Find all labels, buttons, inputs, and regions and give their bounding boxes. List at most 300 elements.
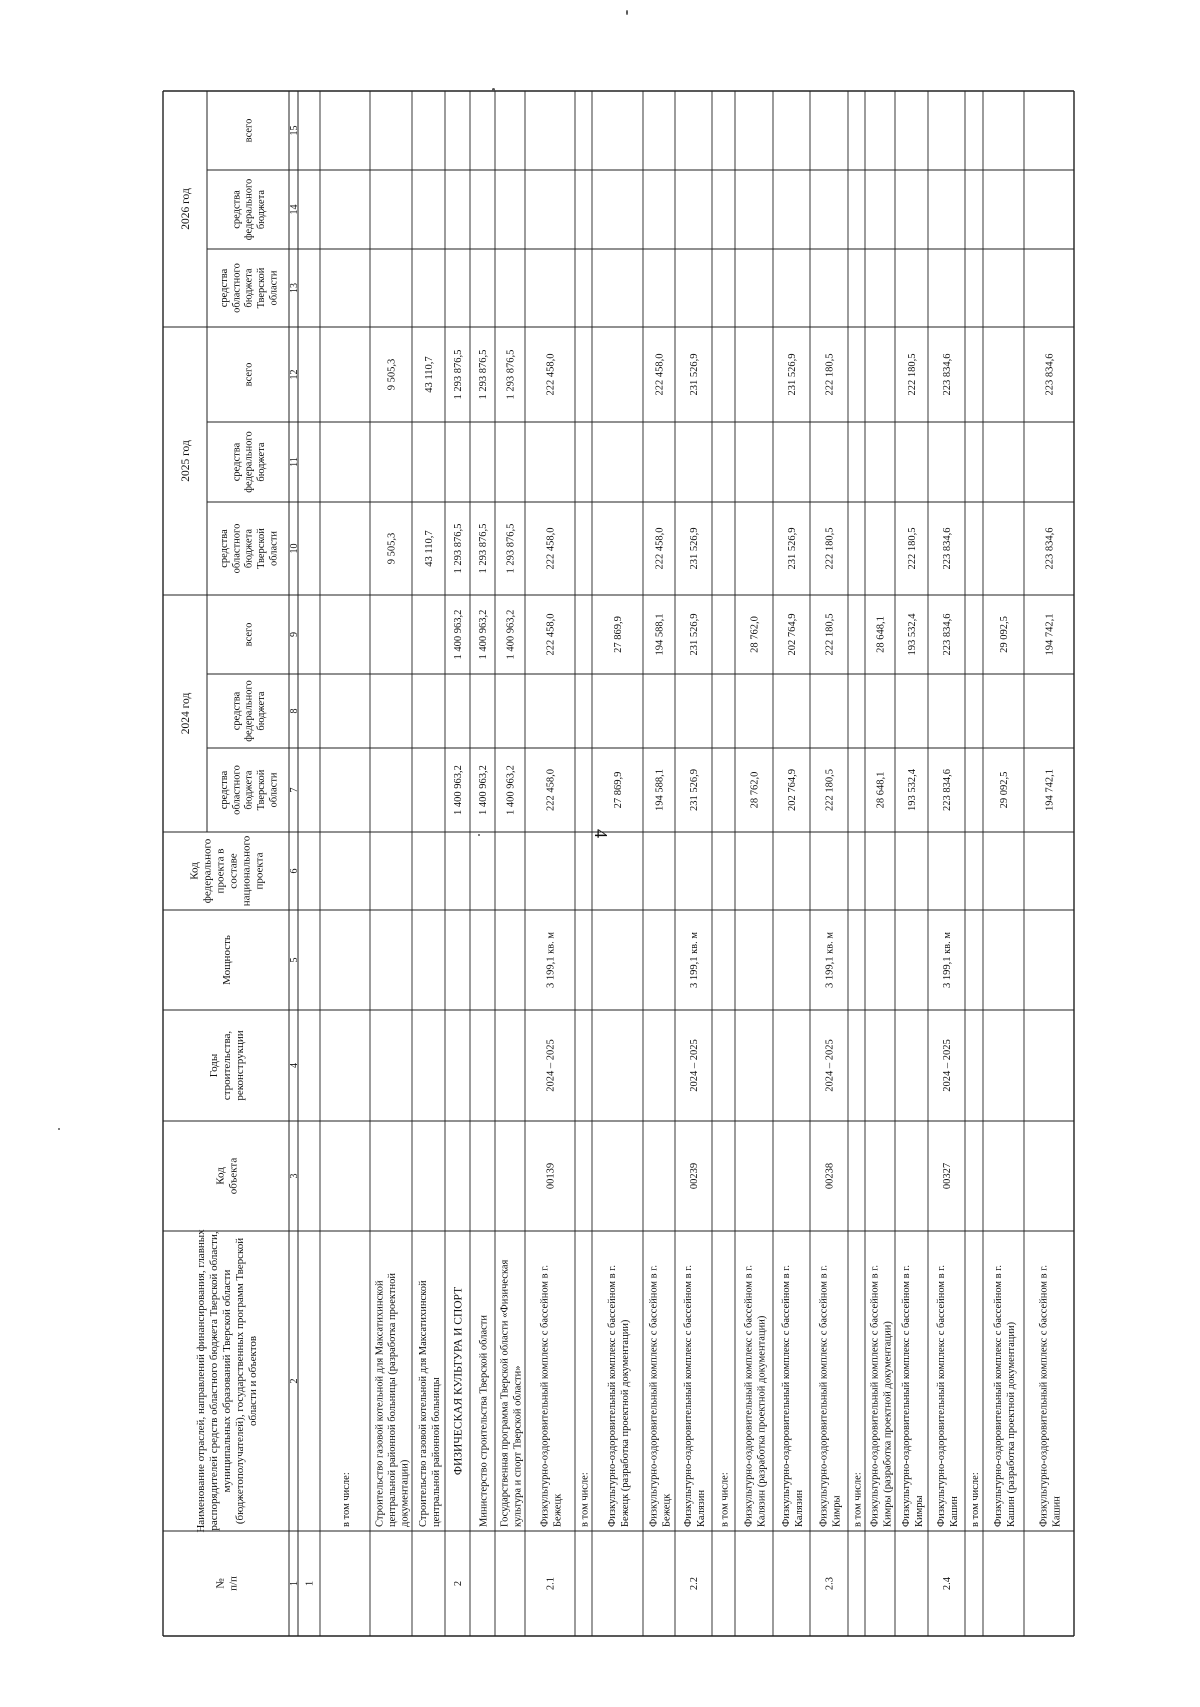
cell-years <box>825 1039 836 1092</box>
row-name-line: Физкультурно-оздоровительный комплекс с бассейном в г. <box>936 1264 948 1527</box>
cell-v2024t <box>787 614 798 656</box>
cell-v2024r-line: 222 180,5 <box>824 769 836 811</box>
row-name-line: в том числе: <box>719 1472 731 1527</box>
row-name-line: культура и спорт Тверской области» <box>512 1365 524 1527</box>
row-name-line: Физкультурно-оздоровительный комплекс с бассейном в г. <box>743 1264 755 1527</box>
cell-v2024r-line: 28 762,0 <box>749 771 761 809</box>
cell-v2025t-line: 223 834,6 <box>942 353 954 396</box>
cell-v2024r <box>1045 769 1056 811</box>
cell-v2025r-line: 43 110,7 <box>424 530 436 567</box>
subheader-v2025r-line: Тверской <box>256 528 268 569</box>
row-name <box>853 1472 864 1527</box>
cell-v2024r <box>506 765 517 815</box>
column-number <box>289 544 300 554</box>
subheader-v2026t <box>244 119 255 143</box>
row-name-line: Кашин (разработка проектной документации) <box>1005 1321 1017 1527</box>
header-years <box>208 1030 246 1100</box>
header-fed-line: национального <box>240 835 253 907</box>
cell-v2025r-line: 222 180,5 <box>907 527 919 570</box>
cell-v2025t-line: 222 180,5 <box>824 353 836 396</box>
subheader-v2024r-line: областного <box>231 765 243 815</box>
cell-code-line: 00327 <box>942 1162 954 1190</box>
header-years-line: реконструкции <box>233 1030 246 1101</box>
row-name-line: Физкультурно-оздоровительный комплекс с бассейном в г. <box>781 1264 793 1527</box>
row-name <box>870 1265 894 1527</box>
cell-v2025t-line: 231 526,9 <box>689 353 701 396</box>
cell-years-line: 2024 – 2025 <box>942 1039 954 1092</box>
cell-v2024r-line: 202 764,9 <box>787 769 799 811</box>
cell-v2025r-line: 222 180,5 <box>824 527 836 570</box>
cell-v2025r <box>689 528 700 570</box>
subheader-v2024r-line: бюджета <box>243 770 255 810</box>
cell-v2024t-line: 194 588,1 <box>654 613 666 656</box>
row-name-line: Физкультурно-оздоровительный комплекс с бассейном в г. <box>648 1264 660 1527</box>
cell-v2024t <box>942 614 953 656</box>
cell-capacity <box>825 932 836 988</box>
year-2024-label-line: 2024 год <box>180 692 193 735</box>
column-number-line: 12 <box>289 369 300 380</box>
scan-speck <box>58 1128 60 1130</box>
header-name-line: области и объектов <box>246 1335 259 1427</box>
cell-v2024r-line: 27 869,9 <box>613 771 625 809</box>
subheader-v2024f-line: федерального <box>243 680 255 742</box>
page-number: 4 <box>591 829 611 838</box>
row-name <box>418 1280 442 1527</box>
cell-v2025t <box>942 354 953 396</box>
row-name-line: Физкультурно-оздоровительный комплекс с бассейном в г. <box>607 1264 619 1527</box>
table-texts <box>180 119 1062 1591</box>
cell-v2025r <box>907 528 918 570</box>
cell-v2024t <box>453 610 464 660</box>
column-number <box>289 1063 300 1068</box>
column-number <box>289 283 300 293</box>
cell-no <box>689 1577 700 1590</box>
cell-v2024r-line: 222 458,0 <box>545 769 557 811</box>
row-name-line: Физкультурно-оздоровительный комплекс с бассейном в г. <box>539 1264 551 1527</box>
cell-v2024t <box>546 614 557 656</box>
header-capacity-line: Мощность <box>220 935 233 985</box>
cell-v2025t <box>655 354 666 396</box>
row-name <box>580 1472 591 1527</box>
cell-v2024r-line: 194 742,1 <box>1044 769 1056 811</box>
cell-v2024r <box>787 769 798 811</box>
cell-years <box>942 1039 953 1092</box>
row-name-line: Калязин (разработка проектной документации) <box>756 1315 768 1527</box>
row-name-line: центральной районной больницы (разработка проектной <box>387 1273 398 1527</box>
row-name-line: Кимры <box>831 1495 843 1527</box>
cell-v2024r <box>546 769 557 811</box>
cell-v2025t-line: 9 505,3 <box>386 358 398 391</box>
header-name-line: распорядителей средств областного бюджета Тверской области, <box>207 1231 220 1531</box>
cell-v2024r-line: 1 400 963,2 <box>478 765 490 815</box>
subheader-v2026r-line: Тверской <box>256 267 268 309</box>
row-name-line: Министерство строительства Тверской области <box>478 1314 490 1527</box>
cell-v2024r <box>750 772 761 809</box>
subheader-v2026r <box>219 263 280 313</box>
cell-v2025t <box>424 356 435 392</box>
cell-v2024t <box>655 614 666 656</box>
cell-v2024r <box>613 772 624 809</box>
cell-v2024r <box>999 772 1010 809</box>
scan-speck <box>626 10 628 15</box>
cell-years <box>546 1039 557 1092</box>
cell-v2024t <box>478 610 489 660</box>
subheader-v2025f-line: федерального <box>243 431 255 493</box>
column-number <box>289 457 300 467</box>
cell-v2025r <box>424 530 435 566</box>
column-number <box>289 632 300 637</box>
column-number <box>289 370 300 380</box>
cell-v2024r-line: 194 588,1 <box>654 769 666 811</box>
header-fed <box>188 835 265 906</box>
row-name-line: Строительство газовой котельной для Максатихинской <box>374 1280 386 1527</box>
cell-v2025r <box>1045 528 1056 570</box>
cell-v2024t-line: 231 526,9 <box>689 613 701 656</box>
cell-capacity-line: 3 199,1 кв. м <box>545 931 557 989</box>
header-capacity <box>221 935 233 985</box>
row-name <box>819 1265 843 1527</box>
row-name <box>540 1265 564 1527</box>
cell-v2025r <box>655 528 666 570</box>
cell-v2024t <box>907 613 918 656</box>
cell-v2025t <box>907 354 918 396</box>
cell-v2025t <box>387 359 398 391</box>
row-name-line: Калязин <box>695 1489 707 1527</box>
cell-v2025t <box>506 350 517 400</box>
cell-code-line: 00139 <box>545 1162 557 1190</box>
cell-v2024r <box>453 765 464 815</box>
column-number-line: 6 <box>289 868 300 874</box>
subheader-v2025f <box>231 431 267 493</box>
cell-v2024r <box>825 769 836 811</box>
year-2024-label <box>180 693 192 735</box>
cell-years-line: 2024 – 2025 <box>689 1039 701 1092</box>
cell-v2024r-line: 193 532,4 <box>907 769 919 811</box>
row-name <box>781 1265 805 1527</box>
cell-v2024t-line: 28 762,0 <box>749 616 761 653</box>
cell-v2025r <box>387 533 398 565</box>
subheader-v2025f-line: средства <box>231 442 243 482</box>
column-number <box>289 1581 300 1586</box>
cell-v2024r <box>689 769 700 811</box>
column-number-line: 10 <box>289 543 300 554</box>
column-number-line: 7 <box>289 787 300 793</box>
subheader-v2025r <box>219 524 280 574</box>
subheader-v2024r-line: средства <box>218 770 230 810</box>
cell-v2025r-line: 1 293 876,5 <box>505 523 517 574</box>
subheader-v2025f-line: бюджета <box>256 442 268 482</box>
header-name-line: Наименование отраслей, направлений финансирования, главных <box>194 1229 207 1533</box>
subheader-v2026r-line: средства <box>218 268 230 308</box>
header-fed-line: федерального <box>201 838 214 904</box>
row-name-line: ФИЗИЧЕСКАЯ КУЛЬТУРА И СПОРТ <box>452 1286 465 1476</box>
row-name-line: Физкультурно-оздоровительный комплекс с бассейном в г. <box>683 1264 695 1527</box>
row-name-line: Физкультурно-оздоровительный комплекс с бассейном в г. <box>818 1264 830 1527</box>
cell-no <box>546 1577 557 1590</box>
cell-v2024t <box>876 616 887 653</box>
cell-v2025t-line: 1 293 876,5 <box>505 349 517 400</box>
cell-years-line: 2024 – 2025 <box>824 1039 836 1092</box>
cell-capacity <box>942 932 953 988</box>
cell-v2024r <box>907 768 918 811</box>
column-number <box>289 126 300 136</box>
row-name <box>993 1265 1017 1527</box>
cell-no-line: 2.4 <box>942 1576 954 1591</box>
subheader-v2025r-line: средства <box>218 529 230 568</box>
row-name-line: Физкультурно-оздоровительный комплекс с бассейном в г. <box>993 1264 1005 1527</box>
row-name-line: документации) <box>399 1459 411 1527</box>
subheader-v2026t-line: всего <box>243 118 255 143</box>
row-name-line: в том числе: <box>852 1472 864 1527</box>
header-no-line: № <box>214 1578 227 1589</box>
row-name <box>453 1287 465 1475</box>
subheader-v2026r-line: бюджета <box>243 268 255 308</box>
cell-capacity-line: 3 199,1 кв. м <box>824 931 836 989</box>
cell-v2025t-line: 222 458,0 <box>545 353 557 396</box>
row-name-line: в том числе: <box>970 1472 981 1527</box>
cell-v2024t-line: 1 400 963,2 <box>505 609 517 660</box>
cell-code <box>942 1163 953 1189</box>
cell-v2024r <box>655 769 666 811</box>
cell-v2024r-line: 223 834,6 <box>942 769 954 811</box>
cell-v2025t-line: 223 834,6 <box>1044 353 1056 396</box>
cell-v2025t-line: 43 110,7 <box>424 356 436 393</box>
header-name <box>195 1229 259 1533</box>
cell-v2024r <box>942 769 953 811</box>
cell-years <box>689 1039 700 1092</box>
subheader-v2026r-line: областного <box>231 263 243 313</box>
cell-v2024r-line: 1 400 963,2 <box>453 765 465 815</box>
subheader-v2025r-line: бюджета <box>243 528 255 569</box>
cell-no-line: 2.2 <box>689 1576 701 1591</box>
row-name <box>479 1315 490 1527</box>
cell-v2025t <box>453 350 464 400</box>
year-2025-label <box>180 440 192 482</box>
row-name <box>970 1472 981 1527</box>
subheader-v2024f-line: средства <box>231 691 243 731</box>
subheader-v2025t <box>244 363 255 387</box>
cell-v2025r-line: 231 526,9 <box>787 527 799 570</box>
row-name <box>341 1472 352 1527</box>
cell-v2025r <box>506 524 517 574</box>
cell-v2024t <box>999 616 1010 653</box>
row-name-line: Калязин <box>793 1489 805 1527</box>
cell-no-line: 2.3 <box>824 1576 836 1591</box>
column-number-line: 14 <box>289 204 300 215</box>
cell-v2025r-line: 223 834,6 <box>942 527 954 570</box>
column-number <box>289 788 300 793</box>
cell-no <box>942 1576 953 1590</box>
row-name <box>500 1259 524 1527</box>
column-number <box>289 1174 300 1179</box>
cell-no <box>453 1581 464 1586</box>
header-name-line: муниципальных образований Тверской области <box>220 1269 233 1493</box>
header-code <box>214 1158 239 1195</box>
subheader-v2025r-line: областного <box>231 523 243 574</box>
header-code-line: Код <box>214 1167 227 1185</box>
cell-no-line: 1 <box>304 1580 316 1587</box>
row-name <box>1039 1265 1063 1527</box>
column-number <box>289 205 300 215</box>
cell-v2024t <box>689 614 700 656</box>
cell-v2025t <box>787 354 798 396</box>
cell-v2025t <box>478 350 489 400</box>
row-name <box>683 1265 707 1527</box>
row-name-line: Кимры (разработка проектной документации) <box>882 1321 894 1527</box>
subheader-v2026f-line: бюджета <box>256 189 268 230</box>
cell-years-line: 2024 – 2025 <box>545 1039 557 1092</box>
column-number <box>289 869 300 874</box>
column-number-line: 3 <box>289 1173 300 1179</box>
row-name-line: Бежецк <box>661 1493 673 1527</box>
cell-v2024t <box>750 616 761 653</box>
row-name-line: Кашин <box>1051 1496 1063 1527</box>
cell-capacity-line: 3 199,1 кв. м <box>689 931 701 989</box>
column-number-line: 11 <box>289 457 300 467</box>
cell-v2024t <box>506 610 517 660</box>
cell-v2025r-line: 223 834,6 <box>1044 527 1056 570</box>
cell-no <box>305 1581 316 1586</box>
cell-v2024t <box>1045 614 1056 656</box>
header-years-line: строительства, <box>220 1030 233 1101</box>
row-name-line: Физкультурно-оздоровительный комплекс с бассейном в г. <box>1038 1264 1050 1527</box>
cell-v2024t-line: 193 532,4 <box>907 613 919 656</box>
cell-code-line: 00238 <box>824 1162 836 1190</box>
subheader-v2024r-line: Тверской <box>256 769 268 811</box>
cell-code-line: 00239 <box>689 1162 701 1190</box>
column-number-line: 4 <box>289 1063 300 1068</box>
subheader-v2026f-line: федерального <box>243 178 255 241</box>
row-name-line: в том числе: <box>341 1472 352 1527</box>
cell-code <box>546 1163 557 1189</box>
year-2026-label <box>180 188 192 230</box>
row-name <box>649 1265 673 1527</box>
cell-v2024r-line: 1 400 963,2 <box>505 765 517 815</box>
cell-v2024r-line: 29 092,5 <box>999 771 1011 809</box>
cell-no-line: 2 <box>453 1580 465 1587</box>
header-fed-line: проекта в <box>214 848 227 894</box>
cell-v2024t-line: 222 458,0 <box>545 613 557 656</box>
year-2026-label-line: 2026 год <box>180 188 193 230</box>
header-name-line: (бюджетополучателей), государственных программ Тверской <box>233 1237 246 1525</box>
column-number-line: 9 <box>289 632 300 637</box>
cell-no <box>825 1577 836 1590</box>
column-number-line: 1 <box>289 1581 300 1586</box>
row-name <box>607 1265 631 1527</box>
cell-v2025r <box>825 528 836 570</box>
subheader-v2024r-line: области <box>268 772 280 808</box>
row-name <box>744 1265 768 1527</box>
row-name-line: Кашин <box>948 1496 960 1527</box>
cell-v2025t-line: 1 293 876,5 <box>453 349 465 400</box>
header-code-line: объекта <box>227 1157 240 1195</box>
subheader-v2024t <box>244 623 255 647</box>
header-no-line: п/п <box>227 1576 240 1591</box>
cell-v2024t-line: 223 834,6 <box>942 613 954 656</box>
subheader-v2024f-line: бюджета <box>256 691 268 731</box>
header-fed-line: Код <box>188 862 201 880</box>
column-number-line: 8 <box>289 708 300 714</box>
row-name <box>374 1273 410 1527</box>
cell-v2025t-line: 1 293 876,5 <box>478 349 490 400</box>
cell-v2025t-line: 222 180,5 <box>907 353 919 396</box>
cell-v2025t <box>1045 354 1056 396</box>
scan-speck <box>478 834 480 836</box>
cell-v2024r <box>478 765 489 815</box>
subheader-v2024t-line: всего <box>243 622 255 647</box>
cell-v2024r <box>876 772 887 809</box>
header-years-line: Годы <box>207 1053 220 1078</box>
header-fed-line: проекта <box>253 852 266 890</box>
cell-v2024t-line: 1 400 963,2 <box>478 609 490 660</box>
cell-capacity-line: 3 199,1 кв. м <box>942 931 954 989</box>
subheader-v2026f <box>231 179 267 241</box>
cell-capacity <box>546 932 557 988</box>
cell-v2024r-line: 231 526,9 <box>689 769 701 811</box>
year-2025-label-line: 2025 год <box>180 440 193 482</box>
cell-v2025t-line: 231 526,9 <box>787 353 799 396</box>
column-number-line: 2 <box>289 1378 300 1384</box>
scan-speck <box>492 88 495 91</box>
cell-v2024r-line: 28 648,1 <box>875 771 887 809</box>
column-number-line: 5 <box>289 957 300 963</box>
cell-code <box>689 1163 700 1189</box>
cell-v2024t-line: 27 869,9 <box>613 616 625 653</box>
cell-v2025r <box>787 528 798 570</box>
row-name <box>936 1265 960 1527</box>
row-name-line: Бежецк <box>552 1493 564 1527</box>
cell-v2025r-line: 1 293 876,5 <box>478 523 490 574</box>
cell-v2025t <box>689 354 700 396</box>
column-number <box>289 958 300 963</box>
row-name-line: Государственная программа Тверской области «Физическая <box>499 1259 511 1527</box>
subheader-v2025t-line: всего <box>243 362 255 387</box>
cell-v2025r-line: 9 505,3 <box>386 532 398 565</box>
cell-v2024t <box>613 616 624 653</box>
column-number-line: 13 <box>289 283 300 293</box>
cell-no-line: 2.1 <box>545 1576 557 1591</box>
row-name-line: Кимры <box>913 1495 925 1527</box>
cell-v2025r <box>942 528 953 570</box>
cell-v2024t-line: 28 648,1 <box>875 616 887 653</box>
cell-code <box>825 1163 836 1189</box>
subheader-v2024f <box>231 680 267 742</box>
row-name <box>901 1265 925 1527</box>
row-name-line: Строительство газовой котельной для Максатихинской <box>418 1280 430 1527</box>
row-name-line: центральной районной больницы <box>430 1377 442 1527</box>
cell-v2025r <box>546 528 557 570</box>
cell-v2024t-line: 1 400 963,2 <box>453 609 465 660</box>
cell-v2025r-line: 231 526,9 <box>689 527 701 570</box>
subheader-v2024r <box>219 765 280 815</box>
column-number-line: 15 <box>289 125 300 136</box>
cell-v2025t <box>546 354 557 396</box>
row-name-line: в том числе: <box>579 1472 591 1527</box>
cell-v2025t <box>825 354 836 396</box>
row-name <box>720 1472 731 1527</box>
cell-v2024t-line: 194 742,1 <box>1044 613 1056 656</box>
subheader-v2026f-line: средства <box>231 190 243 229</box>
cell-v2025t-line: 222 458,0 <box>654 353 666 396</box>
subheader-v2026r-line: области <box>268 270 280 306</box>
row-name-line: Физкультурно-оздоровительный комплекс с бассейном в г. <box>869 1264 881 1527</box>
column-number <box>289 709 300 714</box>
subheader-v2025r-line: области <box>268 530 280 567</box>
column-number <box>289 1379 300 1384</box>
cell-v2024t-line: 222 180,5 <box>824 613 836 656</box>
header-fed-line: составе <box>227 853 240 889</box>
cell-capacity <box>689 932 700 988</box>
